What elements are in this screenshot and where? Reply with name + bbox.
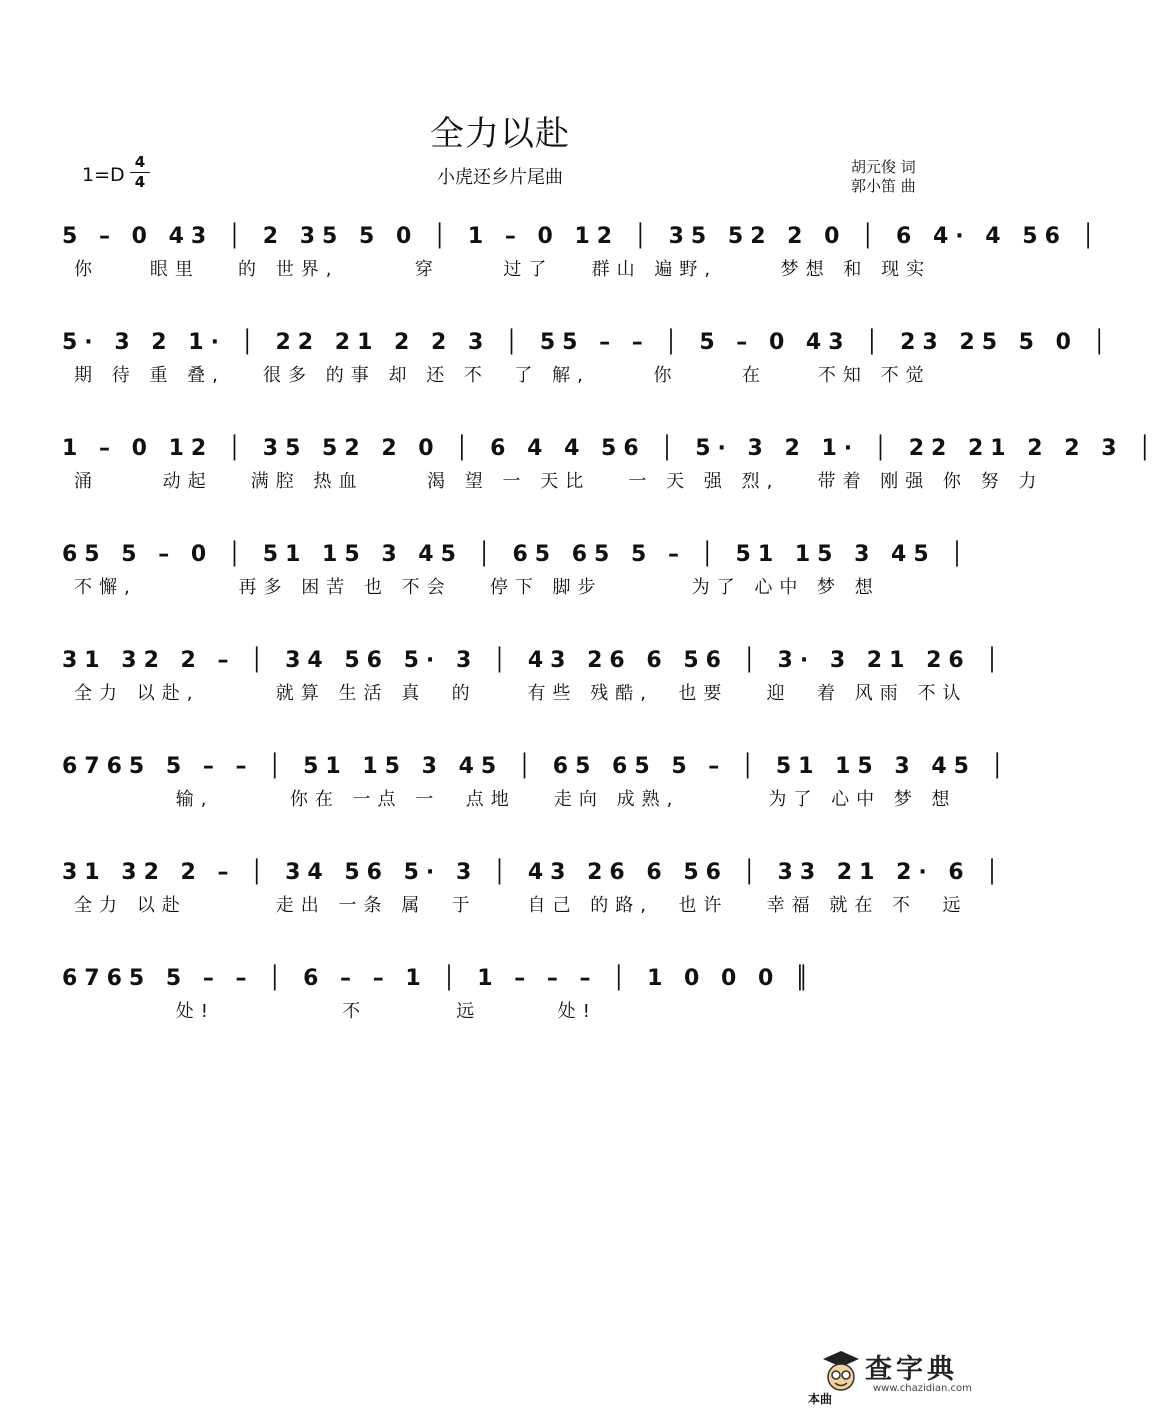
lyrics-line: 全力 以赴, 就算 生活 真 的 有些 残酷, 也要 迎 着 风雨 不认 — [74, 683, 968, 704]
score-row-6 — [62, 752, 1011, 812]
notation-line: 5· 3 2 1· │ 22 21 2 2 3 │ 55 – – │ 5 – 0 43 │ 23 25 5 0 │ — [62, 330, 1113, 355]
score-row-4 — [62, 540, 971, 600]
song-subtitle: 小虎还乡片尾曲 — [437, 167, 563, 188]
score-row-3 — [62, 434, 1158, 494]
lyrics-line: 期 待 重 叠, 很多 的事 却 还 不 了 解, 你 在 不知 不觉 — [74, 365, 931, 386]
lyricist-credit: 胡元俊 词 — [851, 158, 916, 176]
score-row-7 — [62, 858, 1006, 918]
score-row-1 — [62, 222, 1102, 282]
lyrics-line: 输, 你在 一点 一 点地 走向 成熟, 为了 心中 梦 想 — [74, 789, 957, 810]
time-signature — [130, 154, 150, 191]
notation-line: 5 – 0 43 │ 2 35 5 0 │ 1 – 0 12 │ 35 52 2 0 │ 6 4· 4 56 │ — [62, 224, 1102, 249]
meter-top: 4 — [134, 153, 146, 171]
footer-note: 本曲 — [808, 1392, 833, 1406]
lyrics-line: 涌 动起 满腔 热血 渴 望 一 天比 一 天 强 烈, 带着 刚强 你 努 力 — [74, 471, 1044, 492]
site-url: www.chazidian.com — [873, 1383, 972, 1394]
composer-credit: 郭小笛 曲 — [851, 177, 916, 195]
song-title: 全力以赴 — [430, 114, 570, 154]
site-logo — [821, 1349, 986, 1401]
site-name: 查字典 — [865, 1354, 958, 1385]
notation-line: 6765 5 – – │ 51 15 3 45 │ 65 65 5 – │ 51 15 3 45 │ — [62, 754, 1011, 779]
lyrics-line: 你 眼里 的 世界, 穿 过了 群山 遍野, 梦想 和 现实 — [74, 259, 932, 280]
lyrics-line: 不懈, 再多 困苦 也 不会 停下 脚步 为了 心中 梦 想 — [74, 577, 880, 598]
lyrics-line: 处! 不 远 处! — [74, 1001, 597, 1022]
meter-bottom: 4 — [134, 173, 146, 191]
score-row-2 — [62, 328, 1113, 388]
score-row-8 — [62, 964, 932, 1024]
key-signature: 1=D — [82, 164, 125, 186]
score-row-5 — [62, 646, 1006, 706]
notation-line: 31 32 2 – │ 34 56 5· 3 │ 43 26 6 56 │ 33 21 2· 6 │ — [62, 860, 1006, 885]
notation-line: 1 – 0 12 │ 35 52 2 0 │ 6 4 4 56 │ 5· 3 2 1· │ 22 21 2 2 3 │ — [62, 436, 1158, 461]
mascot-icon — [821, 1349, 861, 1397]
notation-line: 31 32 2 – │ 34 56 5· 3 │ 43 26 6 56 │ 3· 3 21 26 │ — [62, 648, 1006, 673]
notation-line: 6765 5 – – │ 6 – – 1 │ 1 – – – │ 1 0 0 0 ║ — [62, 966, 816, 991]
notation-line: 65 5 – 0 │ 51 15 3 45 │ 65 65 5 – │ 51 15 3 45 │ — [62, 542, 971, 567]
lyrics-line: 全力 以赴 走出 一条 属 于 自己 的路, 也许 幸福 就在 不 远 — [74, 895, 968, 916]
